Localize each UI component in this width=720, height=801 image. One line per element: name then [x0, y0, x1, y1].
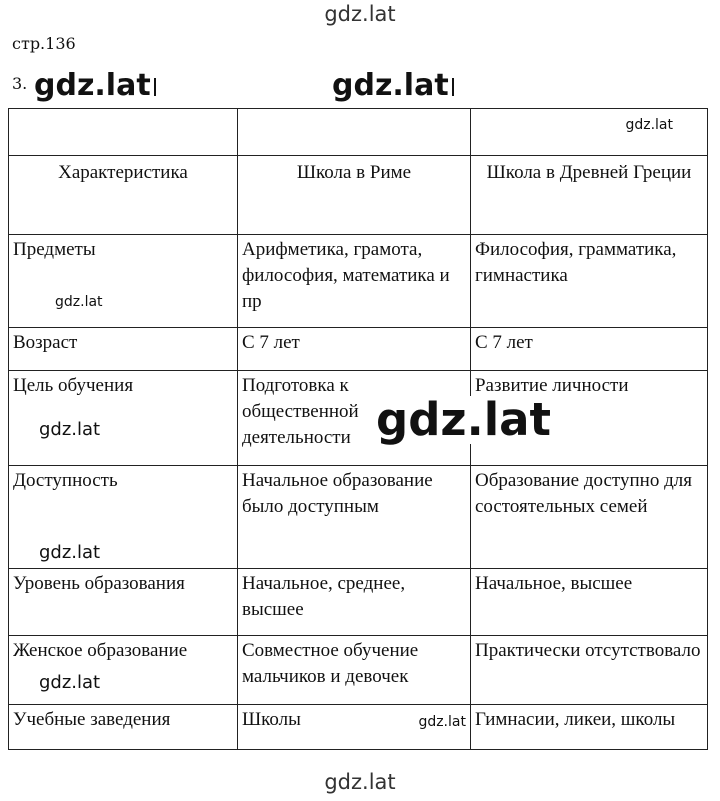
table-row: [9, 371, 708, 466]
watermark-bottom: gdz.lat: [324, 770, 396, 794]
table-cell: [237, 705, 470, 750]
watermark-cell: gdz.lat: [39, 542, 101, 563]
header-greece-school: Школа в Древней Греции: [470, 156, 707, 235]
row-label: Предметы: [13, 239, 96, 260]
table-cell: Арифметика, грамота, философия, математика и пр: [237, 235, 470, 328]
table-cell: [470, 109, 707, 156]
table-cell: С 7 лет: [470, 328, 707, 371]
table-cell: [237, 109, 470, 156]
table-cell: Философия, грамматика, гимнастика: [470, 235, 707, 328]
watermark-big-left: gdz.lat: [34, 68, 156, 103]
table-cell: Уровень образования: [9, 569, 238, 636]
table-cell: Гимнасии, ликеи, школы: [470, 705, 707, 750]
watermark-big-right: gdz.lat: [332, 68, 454, 103]
table-row: [9, 328, 708, 371]
table-cell: Практически отсутствовало: [470, 636, 707, 705]
table-row: [9, 569, 708, 636]
watermark-top: gdz.lat: [324, 2, 396, 26]
watermark-center: gdz.lat: [372, 396, 555, 444]
table-cell: Совместное обучение мальчиков и девочек: [237, 636, 470, 705]
row-label: Доступность: [13, 470, 118, 491]
table-cell: Учебные заведения: [9, 705, 238, 750]
watermark-cell: gdz.lat: [625, 117, 673, 133]
table-empty-row: [9, 109, 708, 156]
watermark-cell: gdz.lat: [55, 294, 103, 310]
header-rome-school: Школа в Риме: [237, 156, 470, 235]
table-row: [9, 235, 708, 328]
watermark-cell: gdz.lat: [418, 714, 466, 730]
table-row: [9, 636, 708, 705]
table-row: [9, 705, 708, 750]
table-cell: Подготовка к общественной деятельности: [237, 371, 470, 466]
table-row: [9, 466, 708, 569]
table-cell: Образование доступно для состоятельных семей: [470, 466, 707, 569]
table-cell: Развитие личности: [470, 371, 707, 466]
header-characteristic: Характеристика: [9, 156, 238, 235]
table-cell: [9, 636, 238, 705]
table-cell: Начальное образование было доступным: [237, 466, 470, 569]
table-cell: Начальное, среднее, высшее: [237, 569, 470, 636]
page-number-label: стр.136: [12, 34, 76, 53]
row-label: Женское образование: [13, 640, 188, 661]
table-cell: [9, 109, 238, 156]
table-cell: [9, 371, 238, 466]
cell-text: Школы: [241, 709, 301, 730]
task-number: 3.: [12, 74, 28, 93]
watermark-cell: gdz.lat: [39, 672, 101, 693]
table-cell: [9, 466, 238, 569]
table-cell: Начальное, высшее: [470, 569, 707, 636]
watermark-cell: gdz.lat: [39, 419, 101, 440]
comparison-table: [8, 108, 708, 750]
table-header-row: [9, 156, 708, 235]
table-cell: С 7 лет: [237, 328, 470, 371]
table-cell: Возраст: [9, 328, 238, 371]
row-label: Цель обучения: [13, 375, 134, 396]
table-cell: [9, 235, 238, 328]
